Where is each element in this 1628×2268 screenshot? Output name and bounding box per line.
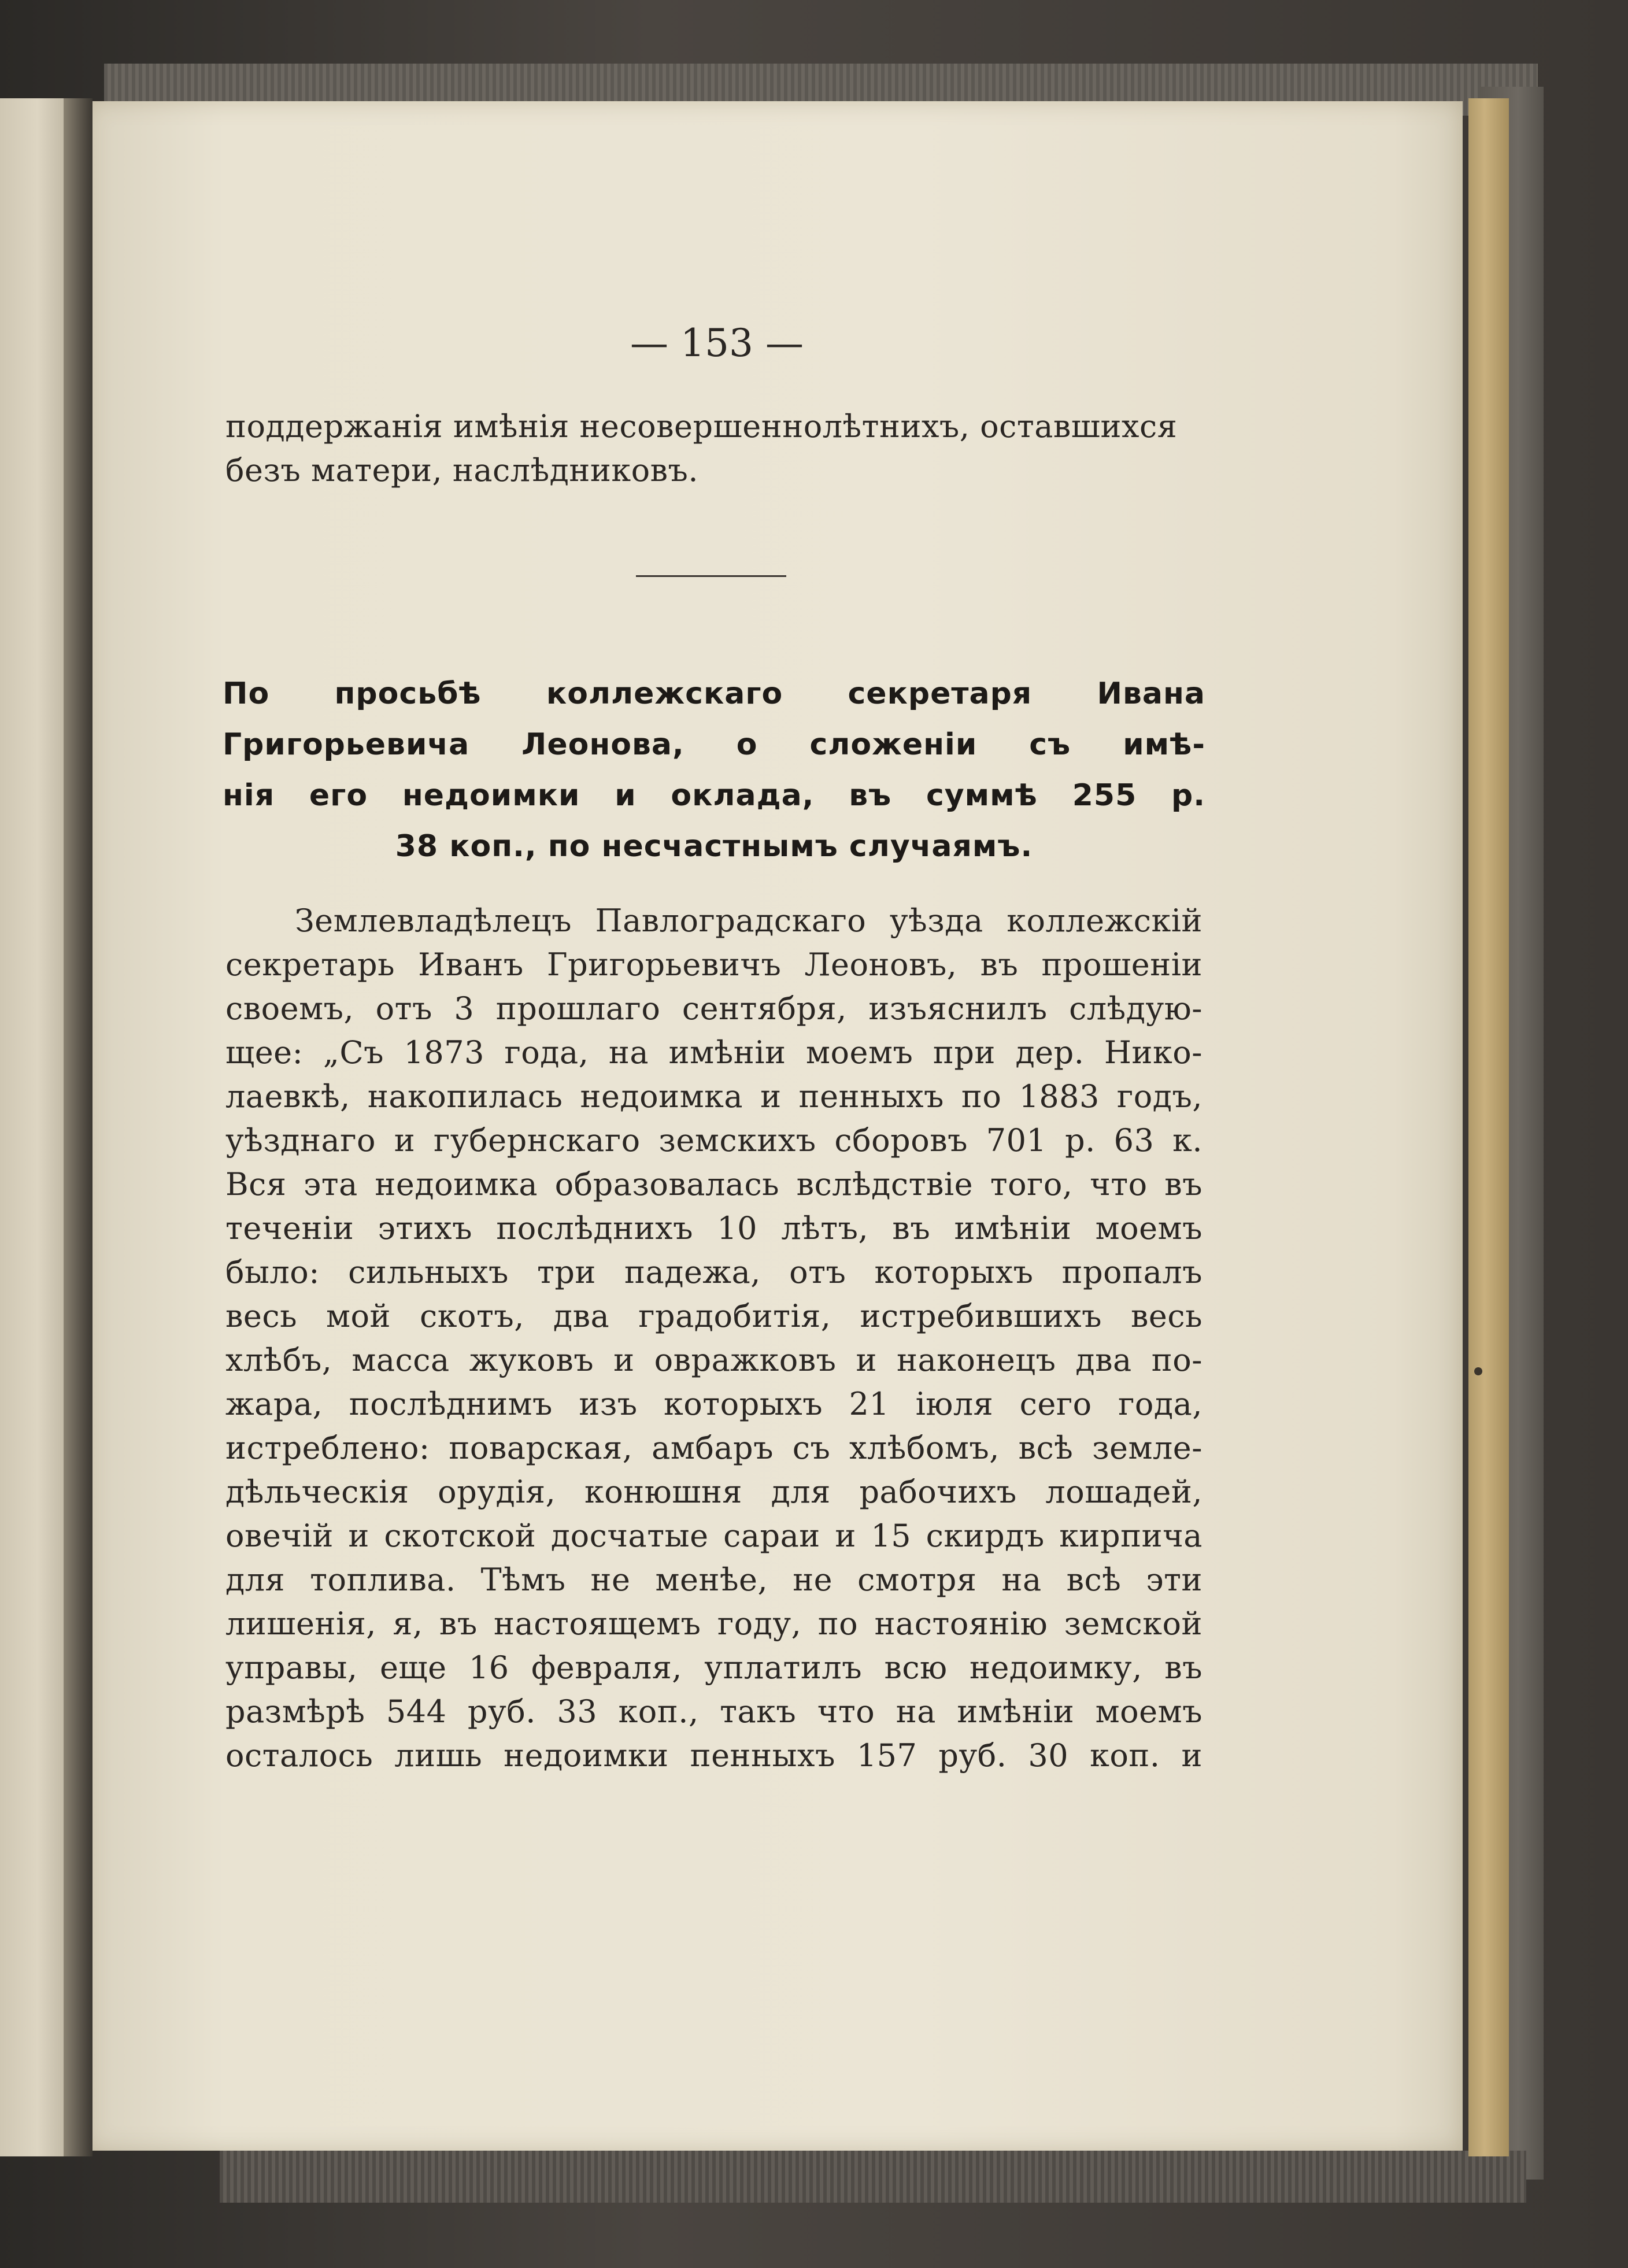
body-line: лишенія, я, въ настоящемъ году, по настоянію земской bbox=[225, 1605, 1202, 1642]
body-line: для топлива. Тѣмъ не менѣе, не смотря на всѣ эти bbox=[225, 1562, 1202, 1598]
section-heading-line: нія его недоимки и оклада, въ суммѣ 255 р. bbox=[223, 778, 1205, 813]
body-line: дѣльческія орудія, конюшня для рабочихъ лошадей, bbox=[225, 1474, 1202, 1510]
page-block-edge bbox=[1468, 98, 1509, 2156]
body-line: щее: „Съ 1873 года, на имѣніи моемъ при дер. Нико- bbox=[225, 1034, 1202, 1071]
body-line: осталось лишь недоимки пенныхъ 157 руб. 30 коп. и bbox=[225, 1737, 1202, 1774]
body-line: было: сильныхъ три падежа, отъ которыхъ пропалъ bbox=[225, 1254, 1202, 1290]
body-line: истреблено: поварская, амбаръ съ хлѣбомъ, всѣ земле- bbox=[225, 1430, 1202, 1466]
body-line: секретарь Иванъ Григорьевичъ Леоновъ, въ прошеніи bbox=[225, 946, 1202, 983]
body-line: уѣзднаго и губернскаго земскихъ сборовъ 701 р. 63 к. bbox=[225, 1122, 1202, 1159]
book-cover-bottom bbox=[220, 2151, 1526, 2203]
separator-rule bbox=[636, 575, 786, 577]
body-line: теченіи этихъ послѣднихъ 10 лѣтъ, въ имѣніи моемъ bbox=[225, 1210, 1202, 1246]
body-line: управы, еще 16 февраля, уплатилъ всю недоимку, въ bbox=[225, 1649, 1202, 1686]
body-line: весь мой скотъ, два градобитія, истребившихъ весь bbox=[225, 1298, 1202, 1334]
body-line: своемъ, отъ 3 прошлаго сентября, изъяснилъ слѣдую- bbox=[225, 990, 1202, 1027]
section-heading-line: 38 коп., по несчастнымъ случаямъ. bbox=[395, 829, 1033, 864]
continuation-line: поддержанія имѣнія несовершеннолѣтнихъ, оставшихся bbox=[225, 408, 1178, 445]
body-line: Землевладѣлецъ Павлоградскаго уѣзда коллежскій bbox=[295, 902, 1202, 939]
body-line: лаевкѣ, накопилась недоимка и пенныхъ по 1883 годъ, bbox=[225, 1078, 1202, 1115]
body-line: овечій и скотской досчатые сараи и 15 скирдъ кирпича bbox=[225, 1518, 1202, 1554]
body-line: хлѣбъ, масса жуковъ и овражковъ и наконецъ два по- bbox=[225, 1342, 1202, 1378]
book-gutter bbox=[64, 98, 92, 2156]
ink-speck bbox=[1474, 1367, 1482, 1375]
section-heading-line: Григорьевича Леонова, о сложеніи съ имѣ- bbox=[223, 727, 1205, 762]
body-line: Вся эта недоимка образовалась вслѣдствіе того, что въ bbox=[225, 1166, 1202, 1203]
section-heading-line: По просьбѣ коллежскаго секретаря Ивана bbox=[223, 676, 1205, 711]
body-line: жара, послѣднимъ изъ которыхъ 21 іюля сего года, bbox=[225, 1386, 1202, 1422]
continuation-line: безъ матери, наслѣдниковъ. bbox=[225, 452, 699, 489]
page-number: — 153 — bbox=[630, 321, 804, 365]
body-line: размѣрѣ 544 руб. 33 коп., такъ что на имѣніи моемъ bbox=[225, 1693, 1202, 1730]
